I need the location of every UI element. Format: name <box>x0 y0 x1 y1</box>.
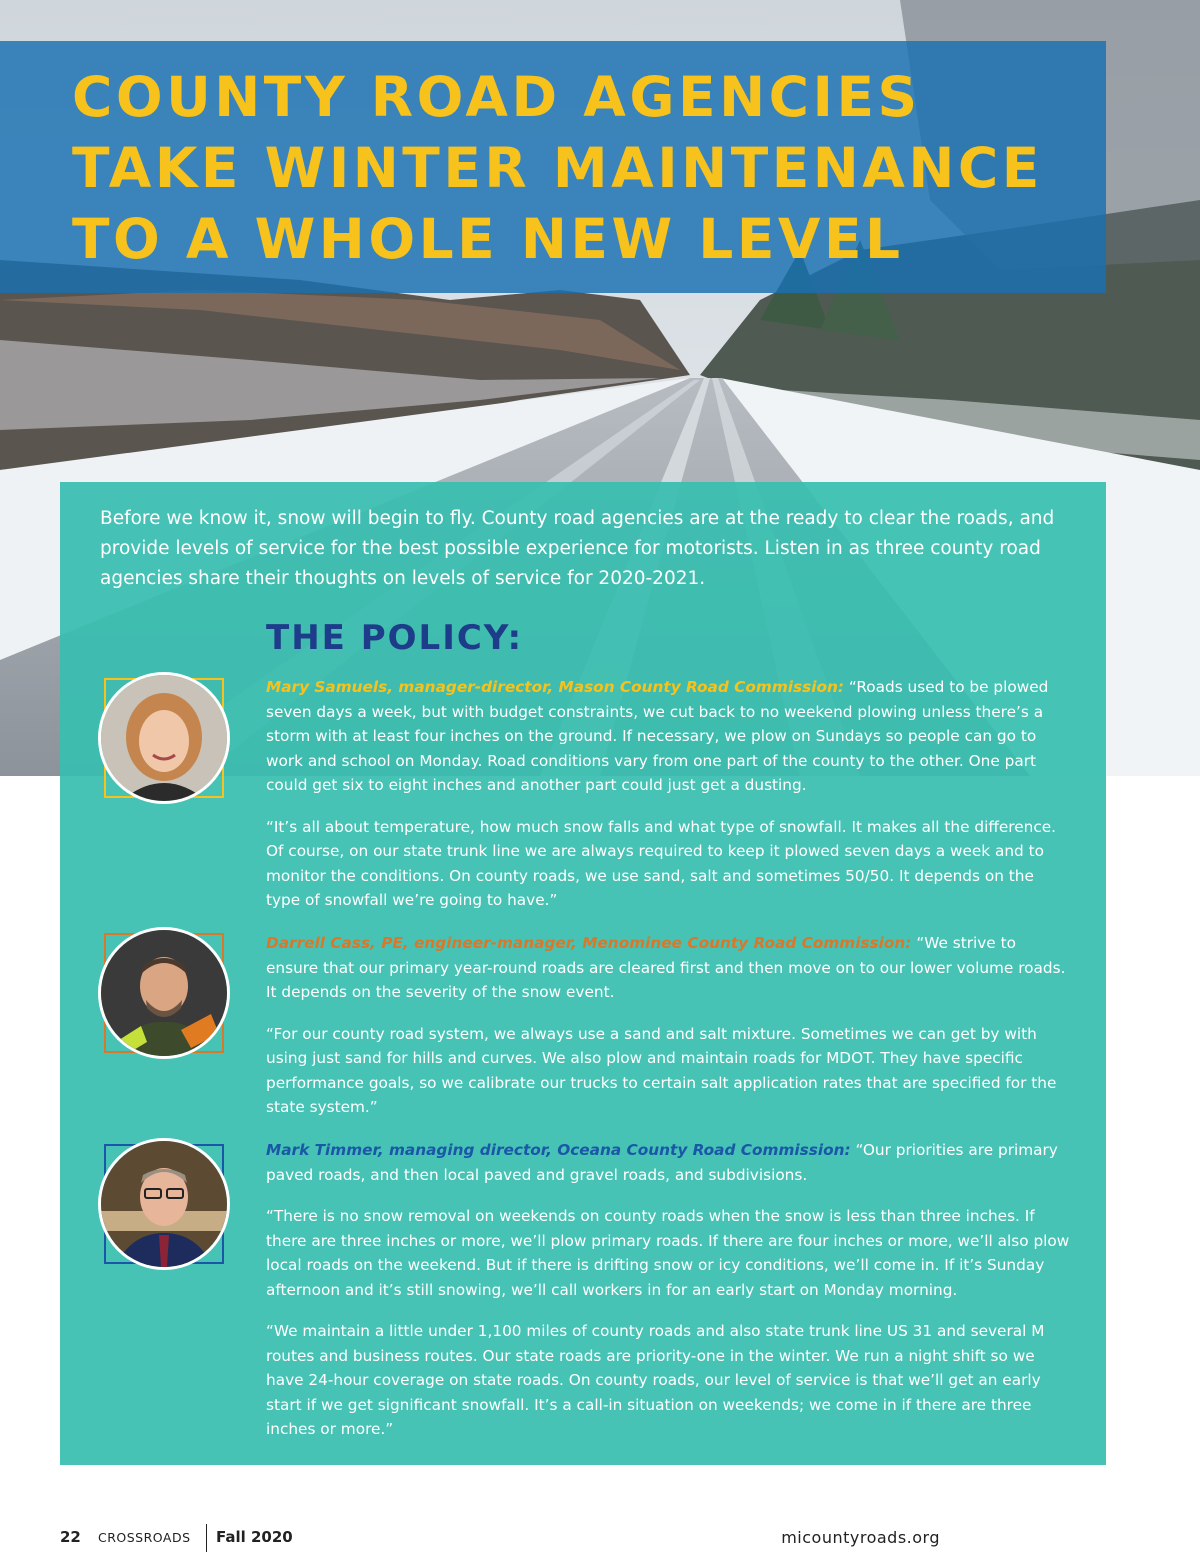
quote-entry-mary-samuels <box>266 675 1072 930</box>
website-link[interactable]: micountyroads.org <box>781 1528 940 1547</box>
portrait-photo <box>98 927 230 1059</box>
quote-entry-mark-timmer <box>266 1138 1072 1459</box>
page-footer <box>60 1528 940 1556</box>
speaker-name: Darrell Cass, PE, engineer-manager, Menominee County Road Commission: <box>266 934 912 952</box>
quote-paragraph: “For our county road system, we always use a sand and salt mixture. Sometimes we can get by with using just sand for hills and curves. We also plow and maintain roads for MDOT. They have specific performance goals, so we calibrate our trucks to certain salt application rates that are specified for the state system.” <box>266 1024 1057 1116</box>
portrait-photo <box>98 1138 230 1270</box>
title-line: TAKE WINTER MAINTENANCE <box>72 136 1043 200</box>
portrait-darrell-cass <box>98 927 230 1059</box>
portrait-mark-timmer <box>98 1138 230 1270</box>
issue-label: Fall 2020 <box>216 1528 293 1546</box>
portrait-mary-samuels <box>98 672 230 804</box>
intro-paragraph: Before we know it, snow will begin to fly. County road agencies are at the ready to clear the roads, and provide levels of service for the best possible experience for motorists. Listen in as three county road agencies share their thoughts on levels of service for 2020-2021. <box>100 508 1055 589</box>
footer-divider <box>206 1524 207 1552</box>
quote-entry-darrell-cass <box>266 931 1072 1137</box>
page-number: 22 <box>60 1528 81 1546</box>
speaker-name: Mary Samuels, manager-director, Mason County Road Commission: <box>266 678 844 696</box>
article-title <box>72 62 1092 275</box>
title-line: COUNTY ROAD AGENCIES <box>72 65 921 129</box>
quote-paragraph: “There is no snow removal on weekends on county roads when the snow is less than three inches. If there are three inches or more, we’ll plow primary roads. If there are four inches or more, we’ll also plow local roads on the weekend. But if there is drifting snow or icy conditions, we’ll come in. If it’s Sunday afternoon and it’s still snowing, we’ll call workers in for an early start on Monday morning. <box>266 1207 1070 1299</box>
quote-paragraph <box>266 1138 1072 1187</box>
quote-paragraph: “We maintain a little under 1,100 miles of county roads and also state trunk line US 31 and several M routes and business routes. Our state roads are priority-one in the winter. We run a night shift so we have 24-hour coverage on state roads. On county roads, our level of service is that we’ll get an early start if we get significant snowfall. It’s a call-in situation on weekends; we come in if there are three inches or more.” <box>266 1322 1045 1438</box>
quote-paragraph <box>266 931 1072 1005</box>
speaker-name: Mark Timmer, managing director, Oceana County Road Commission: <box>266 1141 851 1159</box>
magazine-name: CROSSROADS <box>98 1530 191 1545</box>
title-line: TO A WHOLE NEW LEVEL <box>72 207 904 271</box>
quote-paragraph <box>266 675 1072 798</box>
portrait-photo <box>98 672 230 804</box>
quote-text: “Roads used to be plowed seven days a week, but with budget constraints, we cut back to no weekend plowing unless there’s a storm with at least four inches on the ground. If necessary, we plow on Sundays so people can go to work and school on Monday. Road conditions vary from one part of the county to the other. One part could get six to eight inches and another part could just get a dusting. <box>266 678 1049 794</box>
quote-text: “We strive to ensure that our primary year-round roads are cleared first and then move on to our lower volume roads. It depends on the severity of the snow event. <box>266 934 1066 1001</box>
quote-text: “Our priorities are primary paved roads, and then local paved and gravel roads, and subdivisions. <box>266 1141 1058 1184</box>
quote-paragraph: “It’s all about temperature, how much snow falls and what type of snowfall. It makes all the difference. Of course, on our state trunk line we are always required to keep it plowed seven days a week and to monitor the conditions. On county roads, we use sand, salt and sometimes 50/50. It depends on the type of snowfall we’re going to have.” <box>266 817 1057 909</box>
policy-heading: THE POLICY: <box>266 618 524 658</box>
